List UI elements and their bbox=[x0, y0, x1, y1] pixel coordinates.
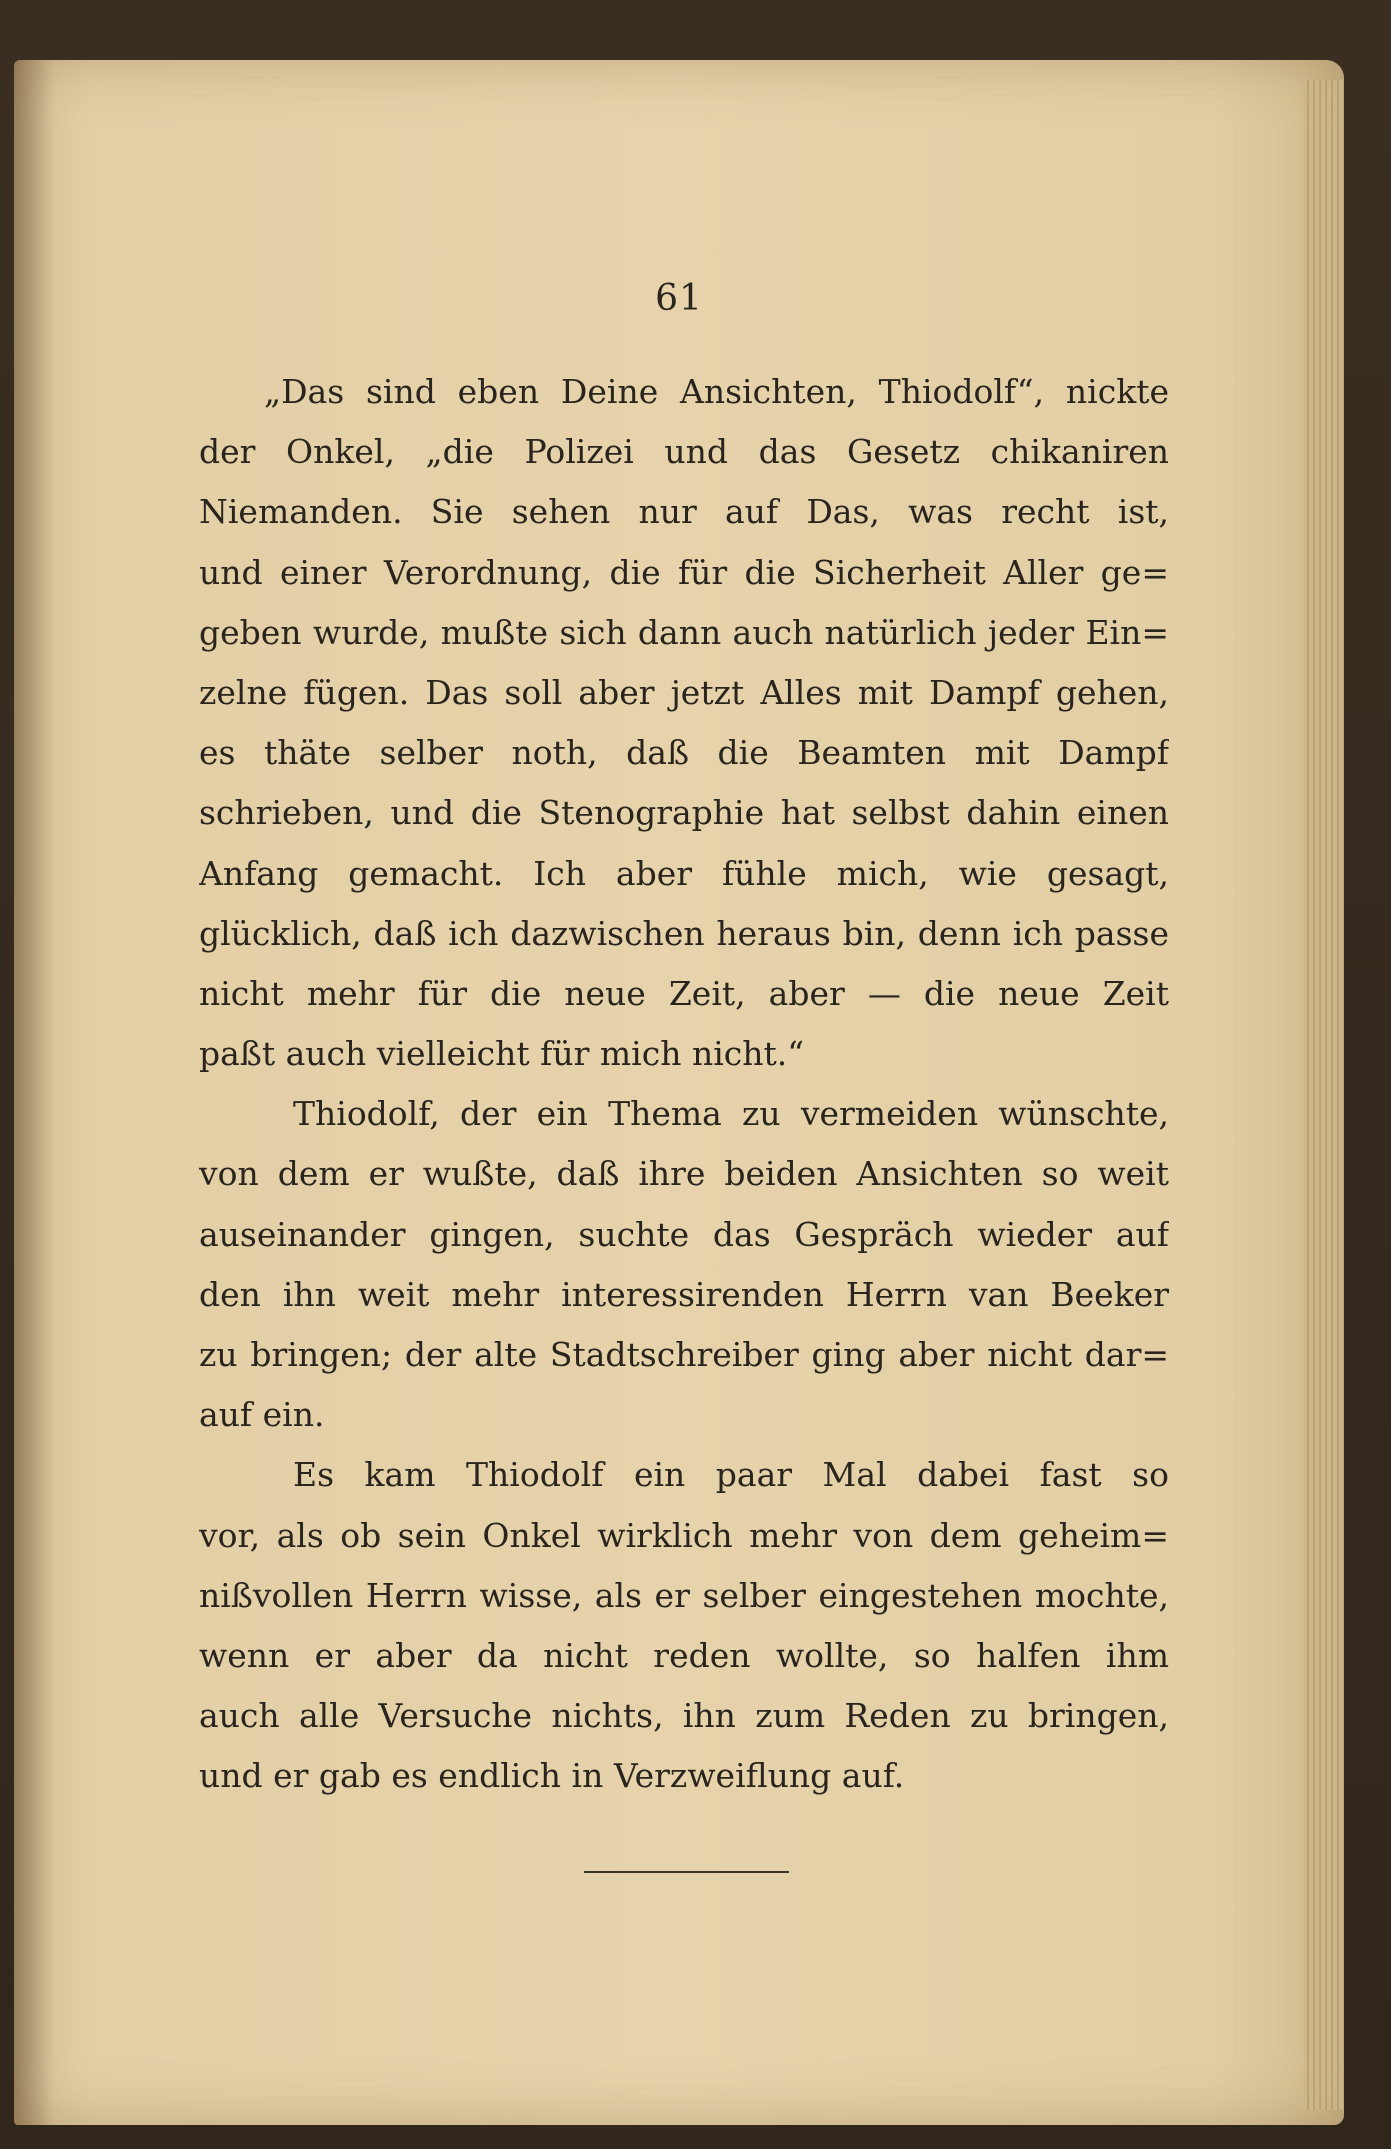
text-line: und er gab es endlich in Verzweiflung auf. bbox=[199, 1756, 905, 1796]
book-page bbox=[14, 60, 1344, 2125]
text-line: auf ein. bbox=[199, 1395, 325, 1435]
text-line: nicht mehr für die neue Zeit, aber — die neue Zeit bbox=[199, 973, 1169, 1013]
text-line: geben wurde, mußte sich dann auch natürlich jeder Ein= bbox=[199, 612, 1169, 652]
text-line: es thäte selber noth, daß die Beamten mit Dampf bbox=[199, 733, 1169, 773]
text-line: und einer Verordnung, die für die Sicherheit Aller ge= bbox=[199, 552, 1169, 592]
body-text bbox=[199, 362, 1169, 1807]
text-line: den ihn weit mehr interessirenden Herrn van Beeker bbox=[199, 1274, 1169, 1314]
text-line: Es kam Thiodolf ein paar Mal dabei fast so bbox=[293, 1455, 1169, 1495]
text-line: vor, als ob sein Onkel wirklich mehr von dem geheim= bbox=[199, 1515, 1169, 1555]
text-line: schrieben, und die Stenographie hat selbst dahin einen bbox=[199, 793, 1169, 833]
text-line: von dem er wußte, daß ihre beiden Ansichten so weit bbox=[199, 1154, 1169, 1194]
text-line: nißvollen Herrn wisse, als er selber eingestehen mochte, bbox=[199, 1575, 1169, 1615]
text-line: wenn er aber da nicht reden wollte, so halfen ihm bbox=[199, 1635, 1169, 1675]
text-line: zu bringen; der alte Stadtschreiber ging aber nicht dar= bbox=[199, 1335, 1169, 1374]
text-line: Anfang gemacht. Ich aber fühle mich, wie gesagt, bbox=[199, 853, 1169, 893]
text-line: zelne fügen. Das soll aber jetzt Alles mit Dampf gehen, bbox=[199, 672, 1169, 712]
page-number: 61 bbox=[655, 278, 703, 319]
text-line: glücklich, daß ich dazwischen heraus bin, denn ich passe bbox=[199, 913, 1169, 953]
text-line: „Das sind eben Deine Ansichten, Thiodolf“, nickte bbox=[264, 372, 1169, 411]
text-line: auseinander gingen, suchte das Gespräch wieder auf bbox=[199, 1214, 1169, 1254]
text-line: Niemanden. Sie sehen nur auf Das, was recht ist, bbox=[199, 492, 1169, 532]
text-line: paßt auch vielleicht für mich nicht.“ bbox=[199, 1034, 805, 1074]
text-line: Thiodolf, der ein Thema zu vermeiden wünschte, bbox=[293, 1094, 1169, 1134]
end-of-section-rule bbox=[584, 1871, 789, 1873]
page-edge-leaves bbox=[1304, 80, 1344, 2110]
page-gutter-shadow bbox=[14, 60, 54, 2125]
text-line: auch alle Versuche nichts, ihn zum Reden zu bringen, bbox=[199, 1696, 1169, 1736]
text-line: der Onkel, „die Polizei und das Gesetz chikaniren bbox=[199, 432, 1169, 472]
